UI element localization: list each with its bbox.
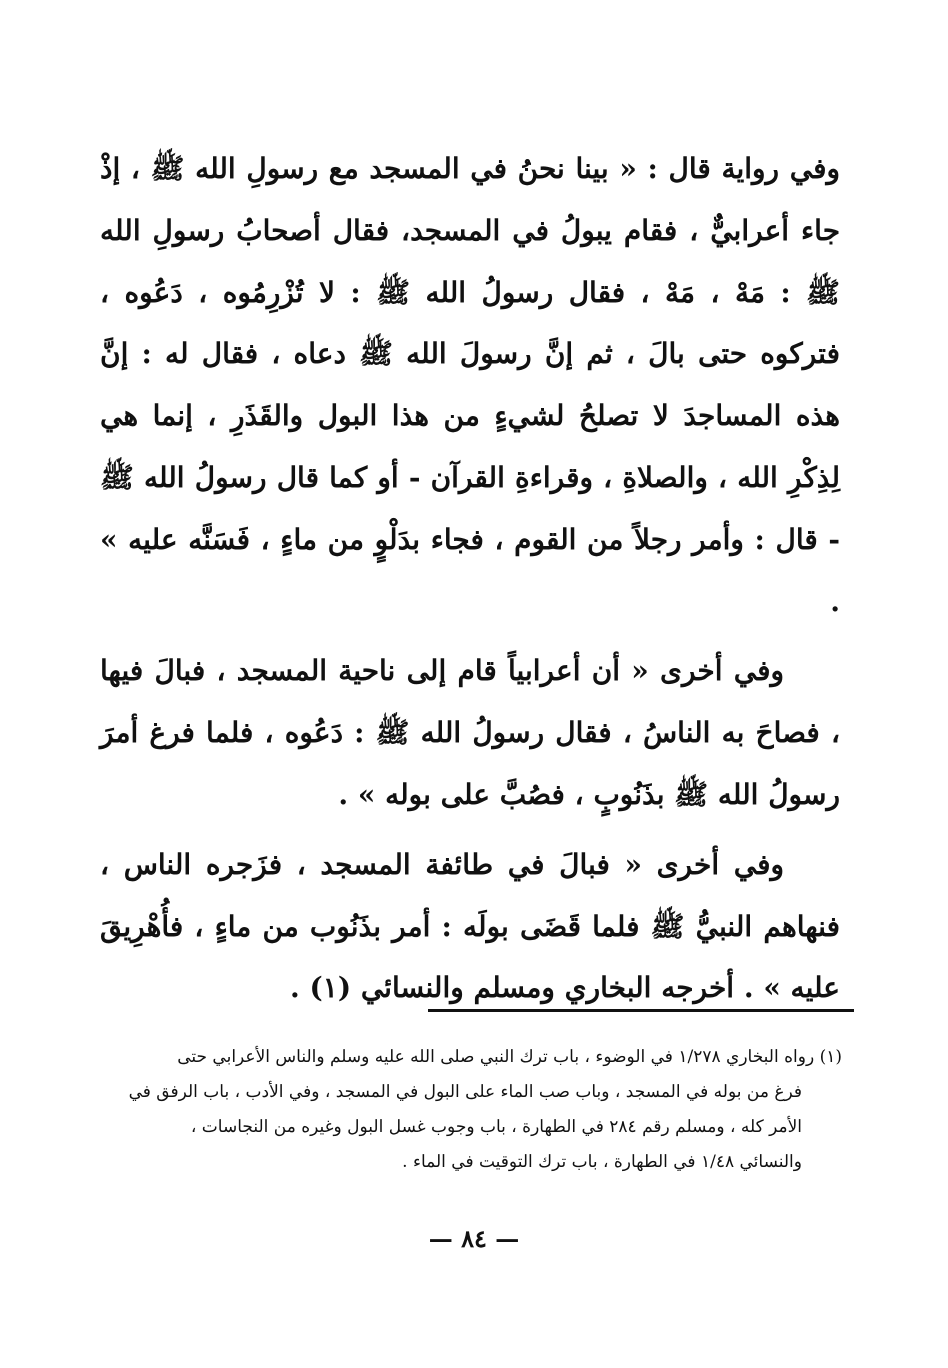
paragraph-1: وفي رواية قال : « بينا نحنُ في المسجد مع رسولِ الله ﷺ ، إذْ جاء أعرابيٌّ ، فقام يبولُ في المسجد، فقال أصحابُ رسولِ الله ﷺ : مَهْ ، مَهْ ، فقال رسولُ الله ﷺ : لا تُزْرِمُوه ، دَعُوه ، فتركوه حتى بالَ ، ثم إنَّ رسولَ الله ﷺ دعاه ، فقال له : إنَّ هذه المساجدَ لا تصلحُ لشيءٍ من هذا البول والقَذَرِ ، إنما هي لِذِكْرِ الله ، والصلاةِ ، وقراءةِ القرآن - أو كما قال رسولُ الله ﷺ - قال : وأمر رجلاً من القوم ، فجاء بدَلْوٍ من ماءٍ ، فَسَنَّه عليه » . — [100, 152, 841, 618]
footnote-line: والنسائي ١/٤٨ في الطهارة ، باب ترك التوقيت في الماء . — [402, 1152, 802, 1172]
paragraph-2: وفي أخرى « أن أعرابياً قام إلى ناحية المسجد ، فبالَ فيها ، فصاحَ به الناسُ ، فقال رسولُ الله ﷺ : دَعُوه ، فلما فرغ أمرَ رسولُ الله ﷺ بذَنُوبٍ ، فصُبَّ على بوله » . — [100, 654, 840, 811]
footnote-line: الأمر كله ، ومسلم رقم ٢٨٤ في الطهارة ، باب وجوب غسل البول وغيره من النجاسات ، — [190, 1117, 802, 1137]
footnote-divider — [428, 1009, 854, 1012]
footnote-line: فرغ من بوله في المسجد ، وباب صب الماء على البول في المسجد ، وفي الأدب ، باب الرفق في — [128, 1082, 802, 1102]
page-number: — ٨٤ — — [428, 1224, 520, 1253]
paragraph-3: وفي أخرى « فبالَ في طائفة المسجد ، فزَجره الناس ، فنهاهم النبيُّ ﷺ فلما قَضَى بولَه : أمر بذَنُوب من ماءٍ ، فأُهْرِيقَ عليه » . أخرجه البخاري ومسلم والنسائي (١) . — [100, 847, 840, 1005]
main-text — [100, 138, 840, 1019]
footnote — [100, 1040, 842, 1180]
footnote-line: (١) رواه البخاري ١/٢٧٨ في الوضوء ، باب ترك النبي صلى الله عليه وسلم والناس الأعرابي حتى — [177, 1047, 842, 1067]
